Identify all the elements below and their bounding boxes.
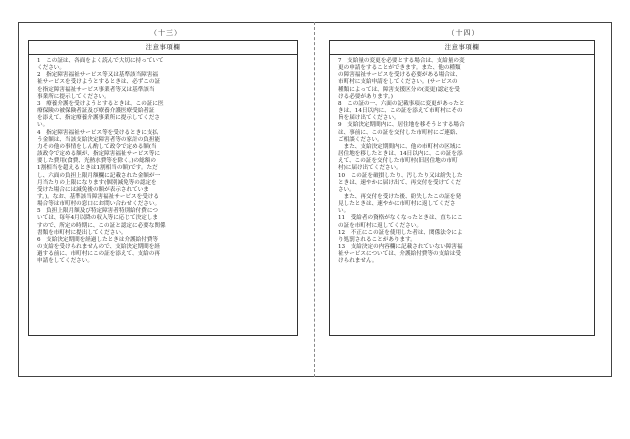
notes-box (329, 40, 595, 336)
note-item-1: 1 この証は、各面をよく読んで大切に持っていて ください。 (37, 58, 164, 72)
note-item-2: 2 指定障害福祉サービス等又は基準該当障害福 祉サービスを受けようとするときは、必ずこの証 を指定障害福祉サービス事業者等又は基準該当 事業所に提示してください。 (37, 72, 161, 100)
notes-heading: 注意事項欄 (330, 41, 594, 55)
note-item-10-continued: また、再交付を受けた後、紛失したこの証を発 見したときは、速やかに市町村に返してくださ い。 (338, 193, 462, 215)
page-number: （十三） (150, 29, 182, 37)
page-thirteen (18, 22, 314, 377)
note-item-11: 11 受給者の資格がなくなったときは、直ちにこ の証を市町村に返してください。 (338, 215, 463, 229)
note-item-3: 3 療養介護を受けようとするときは、この証に医 療保険の被保険者証及び療養介護医療受給者証 を添えて、指定療養介護事業所に提示してくださ い。 (37, 100, 164, 129)
notes-list (29, 55, 297, 266)
page-number: （十四） (447, 29, 480, 37)
note-item-6: 6 支給決定期間を経過したときは介護給付費等 の支給を受けられませんので、支給決定期間を経 過する前に、市町村にこの証を添えて、支給の再 申請をしてください。 (37, 236, 160, 265)
notes-box (28, 40, 298, 336)
note-item-7: 7 支給量の変更を必要とする場合は、支給量の変 更の申請をすることができます。また、他の種類 の障害福祉サービスを受ける必要がある場合は、 市町村に支給申請をしてください。(サービスの 種類によっては、障害支援区分の(変更)認定を受 ける必要があります。) (338, 58, 465, 100)
note-item-4: 4 指定障害福祉サービス等を受けるときに支払 う金額は、当該支給決定障害者等の家計の負担能 力その他の事情をしん酌して政令で定める額(当 該政令で定める額が、指定障害福祉サービス等に 要した費用(食費、光熱水費等を除く。)の総額の 1割相当を超えるときは1割相当の額)です。ただ し、六面の負担上限月額欄に記載された金額が一 月当たりの上限になります(個別減免等の認定を 受けた場合には減免後の額が表示されていま す。)。なお、基準該当障害福祉サービスを受ける 場合等は市町村の窓口にお問い合わせください。 (37, 129, 161, 208)
note-item-12: 12 不正にこの証を使用した者は、関係法令によ り処罰されることがあります。 (338, 229, 463, 243)
note-item-5: 5 負担上限月額及び特定障害者特別給付費につ いては、毎年4月以降の収入等に応じて決定しま すので、所定の時期に、この証と認定に必要な関係 書類を市町村に提出してください。 (37, 208, 166, 236)
page-fourteen (315, 22, 612, 377)
note-item-10: 10 この証を破損したり、汚したり又は紛失した ときは、速やかに届け出て、再交付を受けてくだ さい。 (338, 172, 463, 193)
note-item-13: 13 支給決定の内容欄に記載されていない障害福 祉サービスについては、介護給付費等の支給は受 けられません。 (338, 244, 463, 265)
notes-list (330, 55, 594, 266)
note-item-8: 8 この証の一、六面の記載事項に変更があったと きは、14日以内に、この証を添えて市町村にその 旨を届け出てください。 (338, 100, 465, 122)
note-item-9-continued: また、支給決定期間内に、他の市町村の区域に 居住地を移したときは、14日以内に、この証を添 えて、この証を交付した市町村(旧居住地の市町 村)に届け出てください。 (338, 143, 463, 172)
note-item-9: 9 支給決定期間内に、居住地を移そうとする場合 は、事前に、この証を交付した市町村にご連絡、 ご相談ください。 (338, 122, 465, 143)
notes-heading: 注意事項欄 (29, 41, 297, 55)
